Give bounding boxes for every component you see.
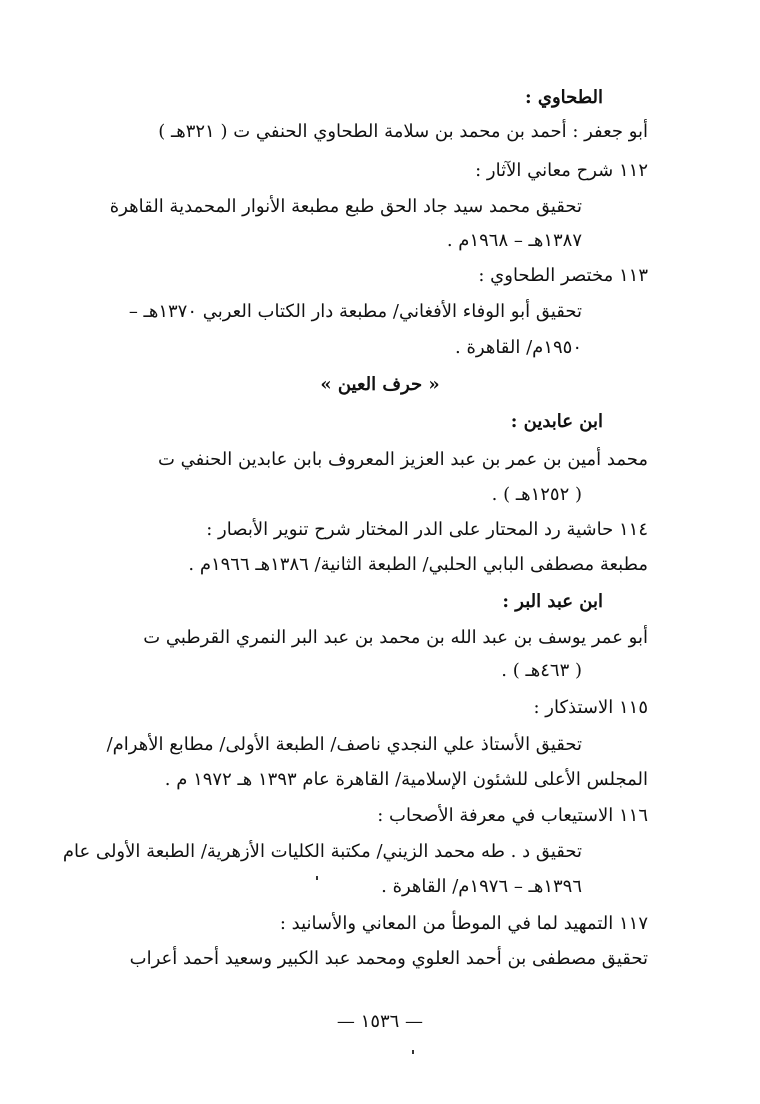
author-description: محمد أمين بن عمر بن عبد العزيز المعروف بابن عابدين الحنفي ت [157,449,648,470]
scan-speck [412,1050,414,1054]
entry-detail: تحقيق د . طه محمد الزيني/ مكتبة الكليات الأزهرية/ الطبعة الأولى عام [62,841,582,862]
entry-title: ١١٧ التمهيد لما في الموطأ من المعاني والأسانيد : [279,913,648,934]
entry-title: ١١٦ الاستيعاب في معرفة الأصحاب : [377,805,648,826]
author-heading-ibn-abd-albarr: ابن عبد البر : [502,591,603,612]
author-description-continued: ( ٤٦٣هـ ) . [501,660,582,681]
section-heading: « حرف العين » [320,374,440,395]
entry-detail: تحقيق محمد سيد جاد الحق طبع مطبعة الأنوار المحمدية القاهرة [109,196,582,217]
author-heading-ibn-abidin: ابن عابدين : [510,411,603,432]
author-description: أبو جعفر : أحمد بن محمد بن سلامة الطحاوي الحنفي ت ( ٣٢١هـ ) [158,121,648,142]
entry-detail-continued: المجلس الأعلى للشئون الإسلامية/ القاهرة عام ١٣٩٣ هـ ١٩٧٢ م . [164,769,648,790]
entry-detail: تحقيق مصطفى بن أحمد العلوي ومحمد عبد الكبير وسعيد أحمد أعراب [129,948,648,969]
entry-detail: تحقيق أبو الوفاء الأفغاني/ مطبعة دار الكتاب العربي ١٣٧٠هـ – [128,301,582,322]
entry-title: ١١٥ الاستذكار : [533,697,648,718]
page-number: — ١٥٣٦ — [336,1011,424,1032]
entry-title: ١١٢ شرح معاني الآثار : [475,160,648,181]
entry-detail-continued: ١٣٨٧هـ – ١٩٦٨م . [446,230,582,251]
entry-title: ١١٣ مختصر الطحاوي : [478,265,648,286]
author-description-continued: ( ١٢٥٢هـ ) . [491,484,582,505]
entry-title: ١١٤ حاشية رد المحتار على الدر المختار شرح تنوير الأبصار : [206,519,648,540]
scan-speck [316,876,318,880]
entry-detail: مطبعة مصطفى البابي الحلبي/ الطبعة الثانية/ ١٣٨٦هـ ١٩٦٦م . [188,554,648,575]
entry-detail-continued: ١٣٩٦هـ – ١٩٧٦م/ القاهرة . [381,876,582,897]
author-description: أبو عمر يوسف بن عبد الله بن محمد بن عبد البر النمري القرطبي ت [143,627,648,648]
author-heading-tahawi: الطحاوي : [524,87,603,108]
entry-detail-continued: ١٩٥٠م/ القاهرة . [455,337,582,358]
entry-detail: تحقيق الأستاذ علي النجدي ناصف/ الطبعة الأولى/ مطابع الأهرام/ [106,734,582,755]
